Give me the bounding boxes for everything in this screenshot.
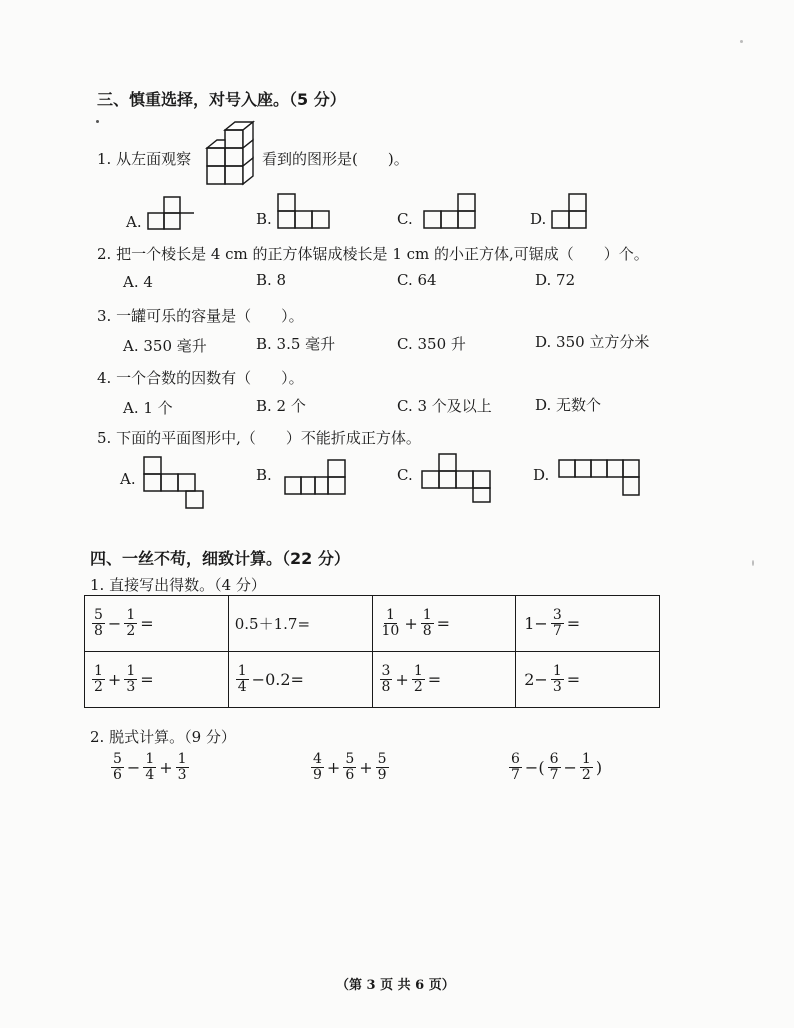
table-cell: $\frac{5}{8}$ − $\frac{1}{2}$ =	[85, 596, 229, 652]
section4-sub1: 1. 直接写出得数。（4 分）	[90, 576, 266, 594]
q3-option-c: C. 350 升	[397, 335, 466, 353]
q4-option-b: B. 2 个	[256, 397, 306, 415]
q3-option-d: D. 350 立方分米	[535, 333, 650, 351]
section3-title: 三、慎重选择，对号入座。（5 分）	[97, 90, 346, 109]
q5-option-a-net	[140, 455, 206, 513]
q3-text: 3. 一罐可乐的容量是（ ）。	[97, 307, 304, 325]
q3-option-b: B. 3.5 毫升	[256, 335, 336, 353]
q4-option-a: A. 1 个	[123, 399, 173, 417]
table-cell: $\frac{1}{2}$ + $\frac{1}{3}$ =	[85, 652, 229, 708]
q5-option-c-net	[420, 452, 492, 504]
q1-option-b-figure	[276, 192, 332, 230]
page-footer: （第 3 页 共 6 页）	[336, 978, 455, 993]
table-cell: 2− $\frac{1}{3}$ =	[516, 652, 660, 708]
q1-text-before: 1. 从左面观察	[97, 150, 192, 168]
scan-speck	[96, 120, 99, 123]
table-cell: $\frac{3}{8}$ + $\frac{1}{2}$ =	[372, 652, 516, 708]
q4-text: 4. 一个合数的因数有（ ）。	[97, 369, 304, 387]
q1-option-b-label: B.	[256, 210, 272, 228]
table-cell: 1− $\frac{3}{7}$ =	[516, 596, 660, 652]
expression-2: $\frac{4}{9}$ + $\frac{5}{6}$ + $\frac{5}{9}$	[313, 751, 387, 783]
q2-text: 2. 把一个棱长是 4 cm 的正方体锯成棱长是 1 cm 的小正方体,可锯成（ ）个。	[97, 245, 649, 263]
q5-option-b-label: B.	[256, 466, 272, 484]
section4-title: 四、一丝不苟，细致计算。（22 分）	[90, 549, 350, 568]
q2-option-c: C. 64	[397, 271, 437, 289]
q3-option-a: A. 350 毫升	[123, 337, 207, 355]
expression-1: $\frac{5}{6}$ − $\frac{1}{4}$ + $\frac{1}{3}$	[113, 751, 187, 783]
q4-option-d: D. 无数个	[535, 396, 602, 414]
q5-option-d-net	[557, 458, 643, 500]
q4-option-c: C. 3 个及以上	[397, 397, 492, 415]
table-cell: $\frac{1}{10}$ + $\frac{1}{8}$ =	[372, 596, 516, 652]
q5-option-c-label: C.	[397, 466, 413, 484]
table-cell: 0.5＋1.7=	[228, 596, 372, 652]
table-row	[85, 652, 660, 708]
q5-text: 5. 下面的平面图形中,（ ）不能折成正方体。	[97, 429, 421, 447]
q1-option-a-figure	[146, 195, 196, 233]
q1-option-a-label: A.	[126, 213, 142, 231]
mental-math-table	[84, 595, 660, 708]
expression-3: $\frac{6}{7}$ −( $\frac{6}{7}$ − $\frac{1}{2}$ )	[511, 751, 603, 783]
q1-option-d-label: D.	[530, 210, 547, 228]
q2-option-a: A. 4	[123, 273, 153, 291]
q5-option-a-label: A.	[120, 470, 136, 488]
table-row	[85, 596, 660, 652]
section4-sub2: 2. 脱式计算。（9 分）	[90, 728, 236, 746]
scan-speck	[752, 560, 754, 566]
q2-option-d: D. 72	[535, 271, 576, 289]
q2-option-b: B. 8	[256, 271, 287, 289]
cube-stack-figure	[203, 120, 259, 190]
q5-option-d-label: D.	[533, 466, 550, 484]
q5-option-b-net	[283, 458, 349, 500]
q1-text-after: 看到的图形是( )。	[262, 150, 409, 168]
q1-option-d-figure	[550, 192, 590, 230]
table-cell: $\frac{1}{4}$ −0.2=	[228, 652, 372, 708]
q1-option-c-label: C.	[397, 210, 413, 228]
scan-speck	[740, 40, 743, 43]
q1-option-c-figure	[422, 192, 478, 230]
